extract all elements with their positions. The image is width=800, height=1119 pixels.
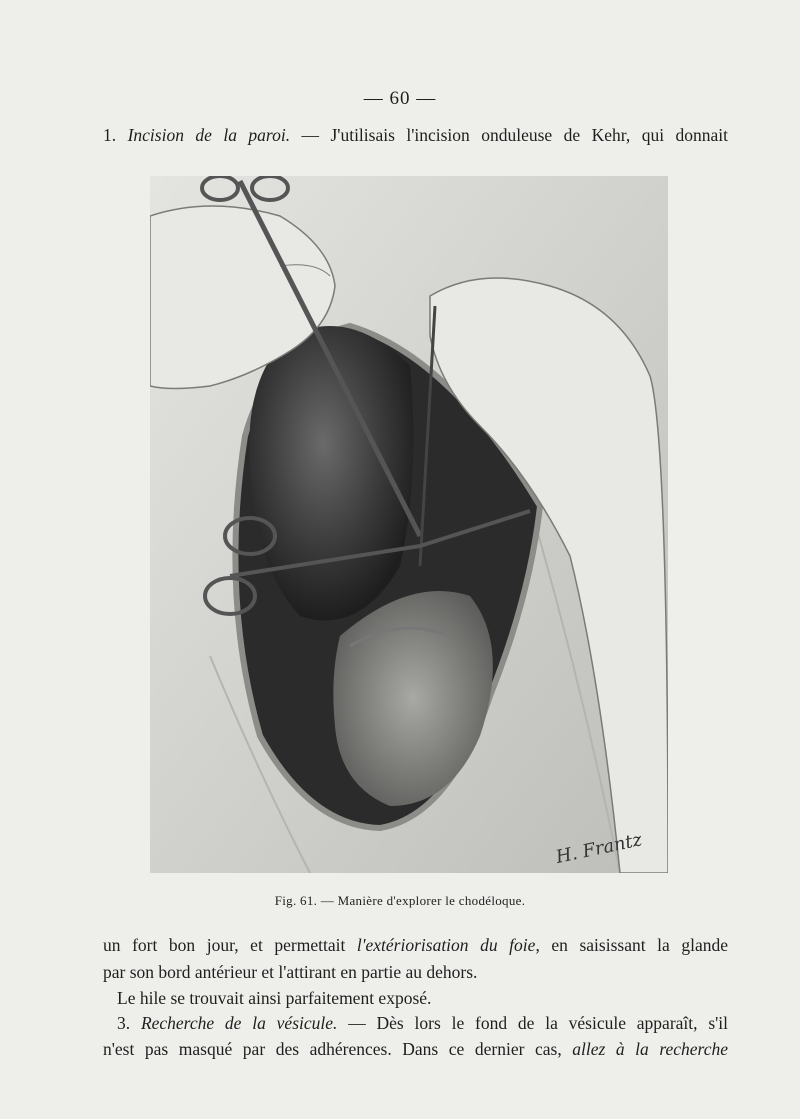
body-text: — Dès lors le fond de la vésicule apparaît, s'il <box>337 1013 729 1033</box>
surgical-illustration <box>150 176 668 873</box>
body-text: un fort bon jour, et permettait <box>103 935 357 955</box>
body-text: , en saisissant la glande <box>535 935 729 955</box>
section-number: 3. <box>117 1013 141 1033</box>
section-title: Incision de la paroi. <box>127 125 291 145</box>
body-emphasis: l'extériorisation du foie <box>356 935 536 955</box>
section-number: 1. <box>103 125 117 145</box>
figure-caption: Fig. 61. — Manière d'explorer le chodéloque. <box>274 893 526 908</box>
body-emphasis: allez à la recherche <box>572 1039 728 1059</box>
svg-text:H. Frantz: H. Frantz <box>554 829 644 868</box>
body-text: n'est pas masqué par des adhérences. Dans ce dernier cas, <box>103 1039 573 1059</box>
body-line-5 <box>103 1038 728 1060</box>
body-line-4 <box>117 1012 728 1034</box>
page-number: — 60 — <box>363 88 437 109</box>
paragraph-incision <box>103 124 728 146</box>
body-line-3: Le hile se trouvait ainsi parfaitement exposé. <box>117 988 432 1008</box>
body-line-2: par son bord antérieur et l'attirant en partie au dehors. <box>103 962 478 982</box>
section-text: — J'utilisais l'incision onduleuse de Kehr, qui donnait <box>290 125 729 145</box>
section-title: Recherche de la vésicule. <box>140 1013 338 1033</box>
body-line-1 <box>103 934 728 956</box>
